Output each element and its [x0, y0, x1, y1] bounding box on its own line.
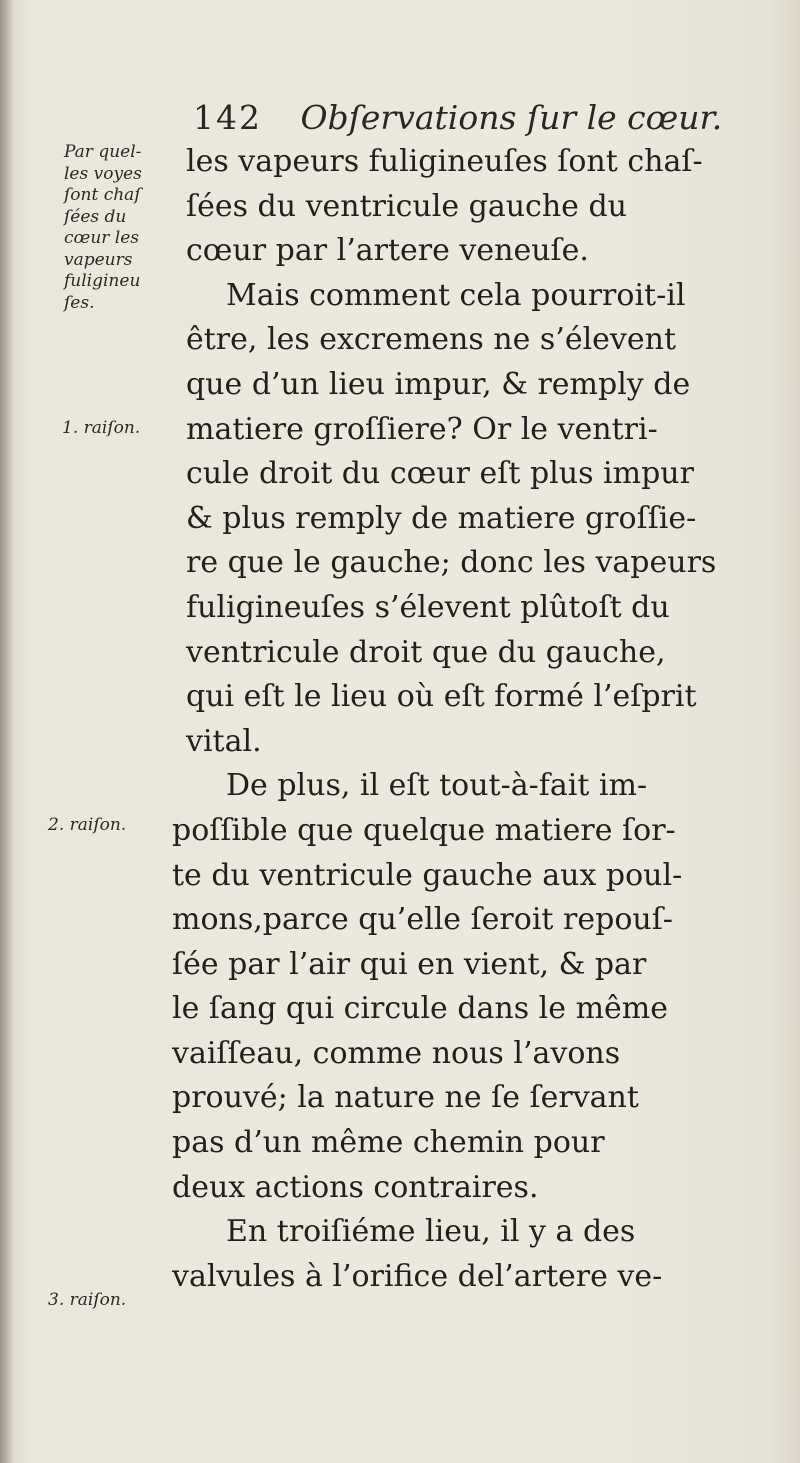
sidenote-line: Par quel- [64, 142, 142, 162]
sidenote-line: ſont chaſ [64, 185, 141, 205]
sidenote-line: fuligineu [64, 271, 141, 291]
text-line: valvules à l’orifice del’artere ve- [172, 1258, 663, 1294]
running-title: Obſervations ſur le cœur. [300, 98, 723, 137]
text-line: te du ventricule gauche aux poul- [172, 857, 683, 893]
text-line: ſée par l’air qui en vient, & par [172, 946, 647, 982]
text-line: être, les excremens ne s’élevent [186, 322, 677, 358]
text-line: mons,parce qu’elle ſeroit repouſ- [172, 902, 673, 938]
sidenote-line: ſées du [64, 206, 127, 227]
text-line: qui eſt le lieu où eſt formé l’eſprit [186, 679, 697, 715]
text-line: En troiſiéme lieu, il y a des [226, 1214, 636, 1250]
text-line: que d’un lieu impur, & remply de [186, 366, 691, 402]
text-line: deux actions contraires. [172, 1169, 539, 1205]
page-gutter-shadow [0, 0, 14, 1463]
text-line: & plus remply de matiere groſſie- [186, 500, 697, 536]
text-line: matiere groſſiere? Or le ventri- [186, 411, 658, 447]
text-line: fuligineuſes s’élevent plûtoſt du [186, 589, 670, 625]
page-header [193, 98, 722, 137]
sidenote-line: ſes. [64, 292, 95, 313]
text-line: les vapeurs fuligineuſes ſont chaſ- [186, 144, 703, 179]
sidenote-deuxieme-raison: 2. raiſon. [48, 815, 127, 835]
sidenote-line: les voyes [64, 163, 142, 184]
text-line: le ſang qui circule dans le même [172, 991, 668, 1027]
text-line: re que le gauche; donc les vapeurs [186, 545, 717, 581]
body-text [172, 140, 772, 1299]
text-line: ventricule droit que du gauche, [186, 634, 666, 670]
text-line: poſſible que quelque matiere ſor- [172, 812, 676, 848]
text-line: cule droit du cœur eſt plus impur [186, 456, 694, 492]
text-line: vital. [186, 723, 262, 759]
sidenote-voies [64, 142, 142, 314]
sidenote-line: cœur les [64, 228, 140, 248]
text-line: cœur par l’artere veneuſe. [186, 233, 589, 269]
text-line: Mais comment cela pourroit-il [226, 277, 686, 313]
text-line: ſées du ventricule gauche du [186, 188, 627, 224]
sidenote-troisieme-raison: 3. raiſon. [48, 1290, 127, 1310]
sidenote-line: vapeurs [64, 249, 133, 270]
text-line: prouvé; la nature ne ſe ſervant [172, 1080, 639, 1116]
text-line: pas d’un même chemin pour [172, 1125, 605, 1161]
text-line: vaiſſeau, comme nous l’avons [172, 1035, 621, 1071]
page-number: 142 [193, 98, 262, 137]
text-line: De plus, il eſt tout-à-fait im- [226, 768, 648, 804]
sidenote-premiere-raison: 1. raiſon. [62, 418, 141, 438]
